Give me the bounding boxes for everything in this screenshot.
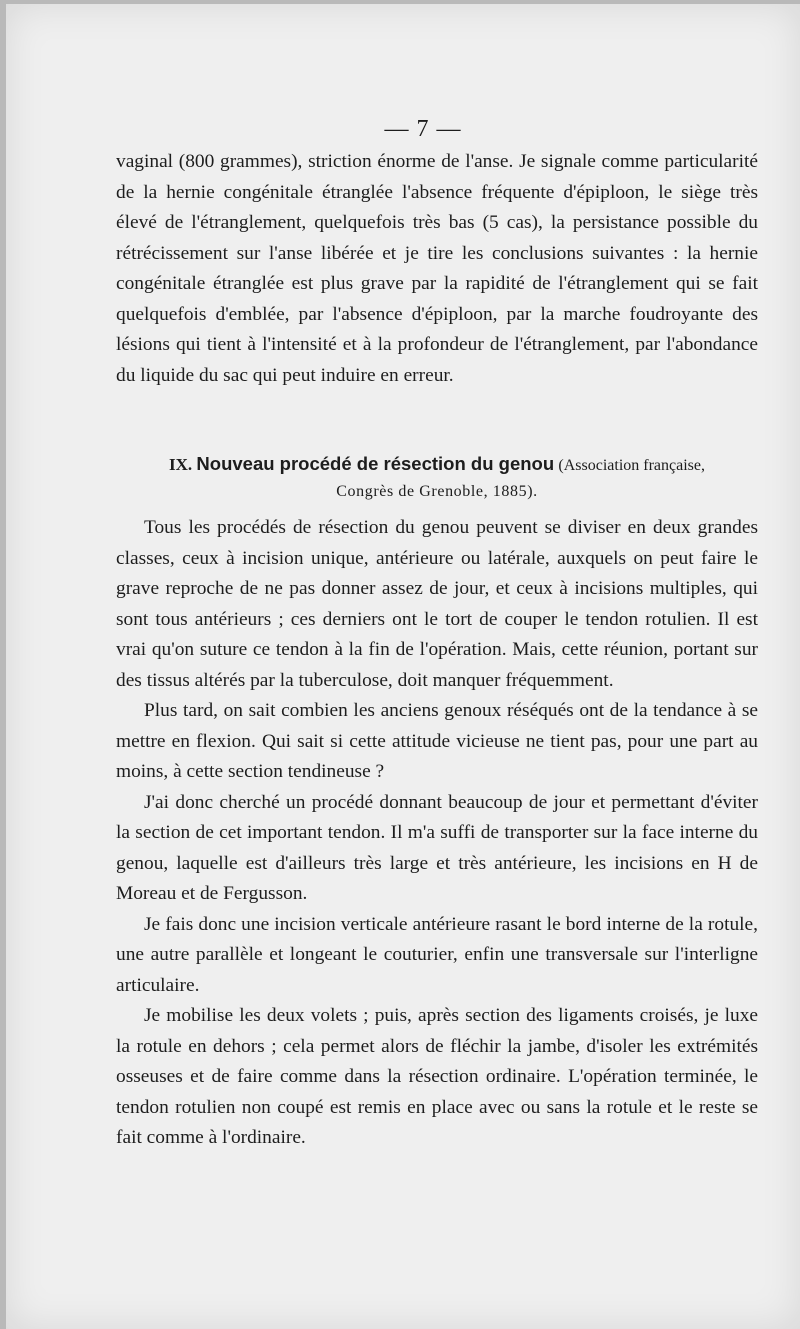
paragraph: Je mobilise les deux volets ; puis, après section des ligaments croisés, je luxe la rotule en dehors ; cela permet alors de fléchir la jambe, d'isoler les extrémités osseuses et de faire comme dans la résection ordinaire. L'opération terminée, le tendon rotulien non coupé est remis en place avec ou sans la rotule et le reste se fait comme à l'ordinaire. (116, 1005, 758, 1148)
section-title: Nouveau procédé de résection du genou (196, 453, 555, 474)
document-page (6, 4, 800, 1329)
paragraph: J'ai donc cherché un procédé donnant beaucoup de jour et permettant d'éviter la section de cet important tendon. Il m'a suffi de transporter sur la face interne du genou, laquelle est d'ailleurs très large et très antérieure, les incisions en H de Moreau et de Fergusson. (116, 791, 758, 904)
section-association: (Association française, (558, 457, 705, 474)
page-number: — 7 — (384, 116, 462, 142)
section-heading (116, 451, 758, 505)
paragraph: Plus tard, on sait combien les anciens genoux réséqués ont de la tendance à se mettre en flexion. Qui sait si cette attitude vicieuse ne tient pas, pour une part au moins, à cette section tendineuse ? (116, 700, 758, 782)
paragraph: Tous les procédés de résection du genou peuvent se diviser en deux grandes classes, ceux à incision unique, antérieure ou latérale, auxquels on peut faire le grave reproche de ne pas donner assez de jour, et ceux à incisions multiples, qui sont tous antérieurs ; ces derniers ont le tort de couper le tendon rotulien. Il est vrai qu'on suture ce tendon à la fin de l'opération. Mais, cette réunion, portant sur des tissus altérés par la tuberculose, doit manquer fréquemment. (116, 517, 758, 691)
section-congress: Congrès de Grenoble, 1885). (336, 483, 538, 500)
section-number: IX. (169, 455, 193, 474)
paragraph: vaginal (800 grammes), striction énorme de l'anse. Je signale comme particularité de la hernie congénitale étranglée l'absence fréquente d'épiploon, le siège très élevé de l'étranglement, quelquefois très bas (5 cas), la persistance possible du rétrécissement sur l'anse libérée et je tire les conclusions suivantes : la hernie congénitale étranglée est plus grave par la rapidité de l'étranglement qui se fait quelquefois d'emblée, par l'absence d'épiploon, par la marche foudroyante des lésions qui tient à l'intensité et à la profondeur de l'étranglement, par l'abondance du liquide du sac qui peut induire en erreur. (116, 151, 758, 386)
paragraph-group-body (116, 513, 758, 1154)
paragraph: Je fais donc une incision verticale antérieure rasant le bord interne de la rotule, une autre parallèle et longeant le couturier, enfin une transversale sur l'interligne articulaire. (116, 913, 758, 996)
paragraph-group-top (116, 147, 758, 391)
